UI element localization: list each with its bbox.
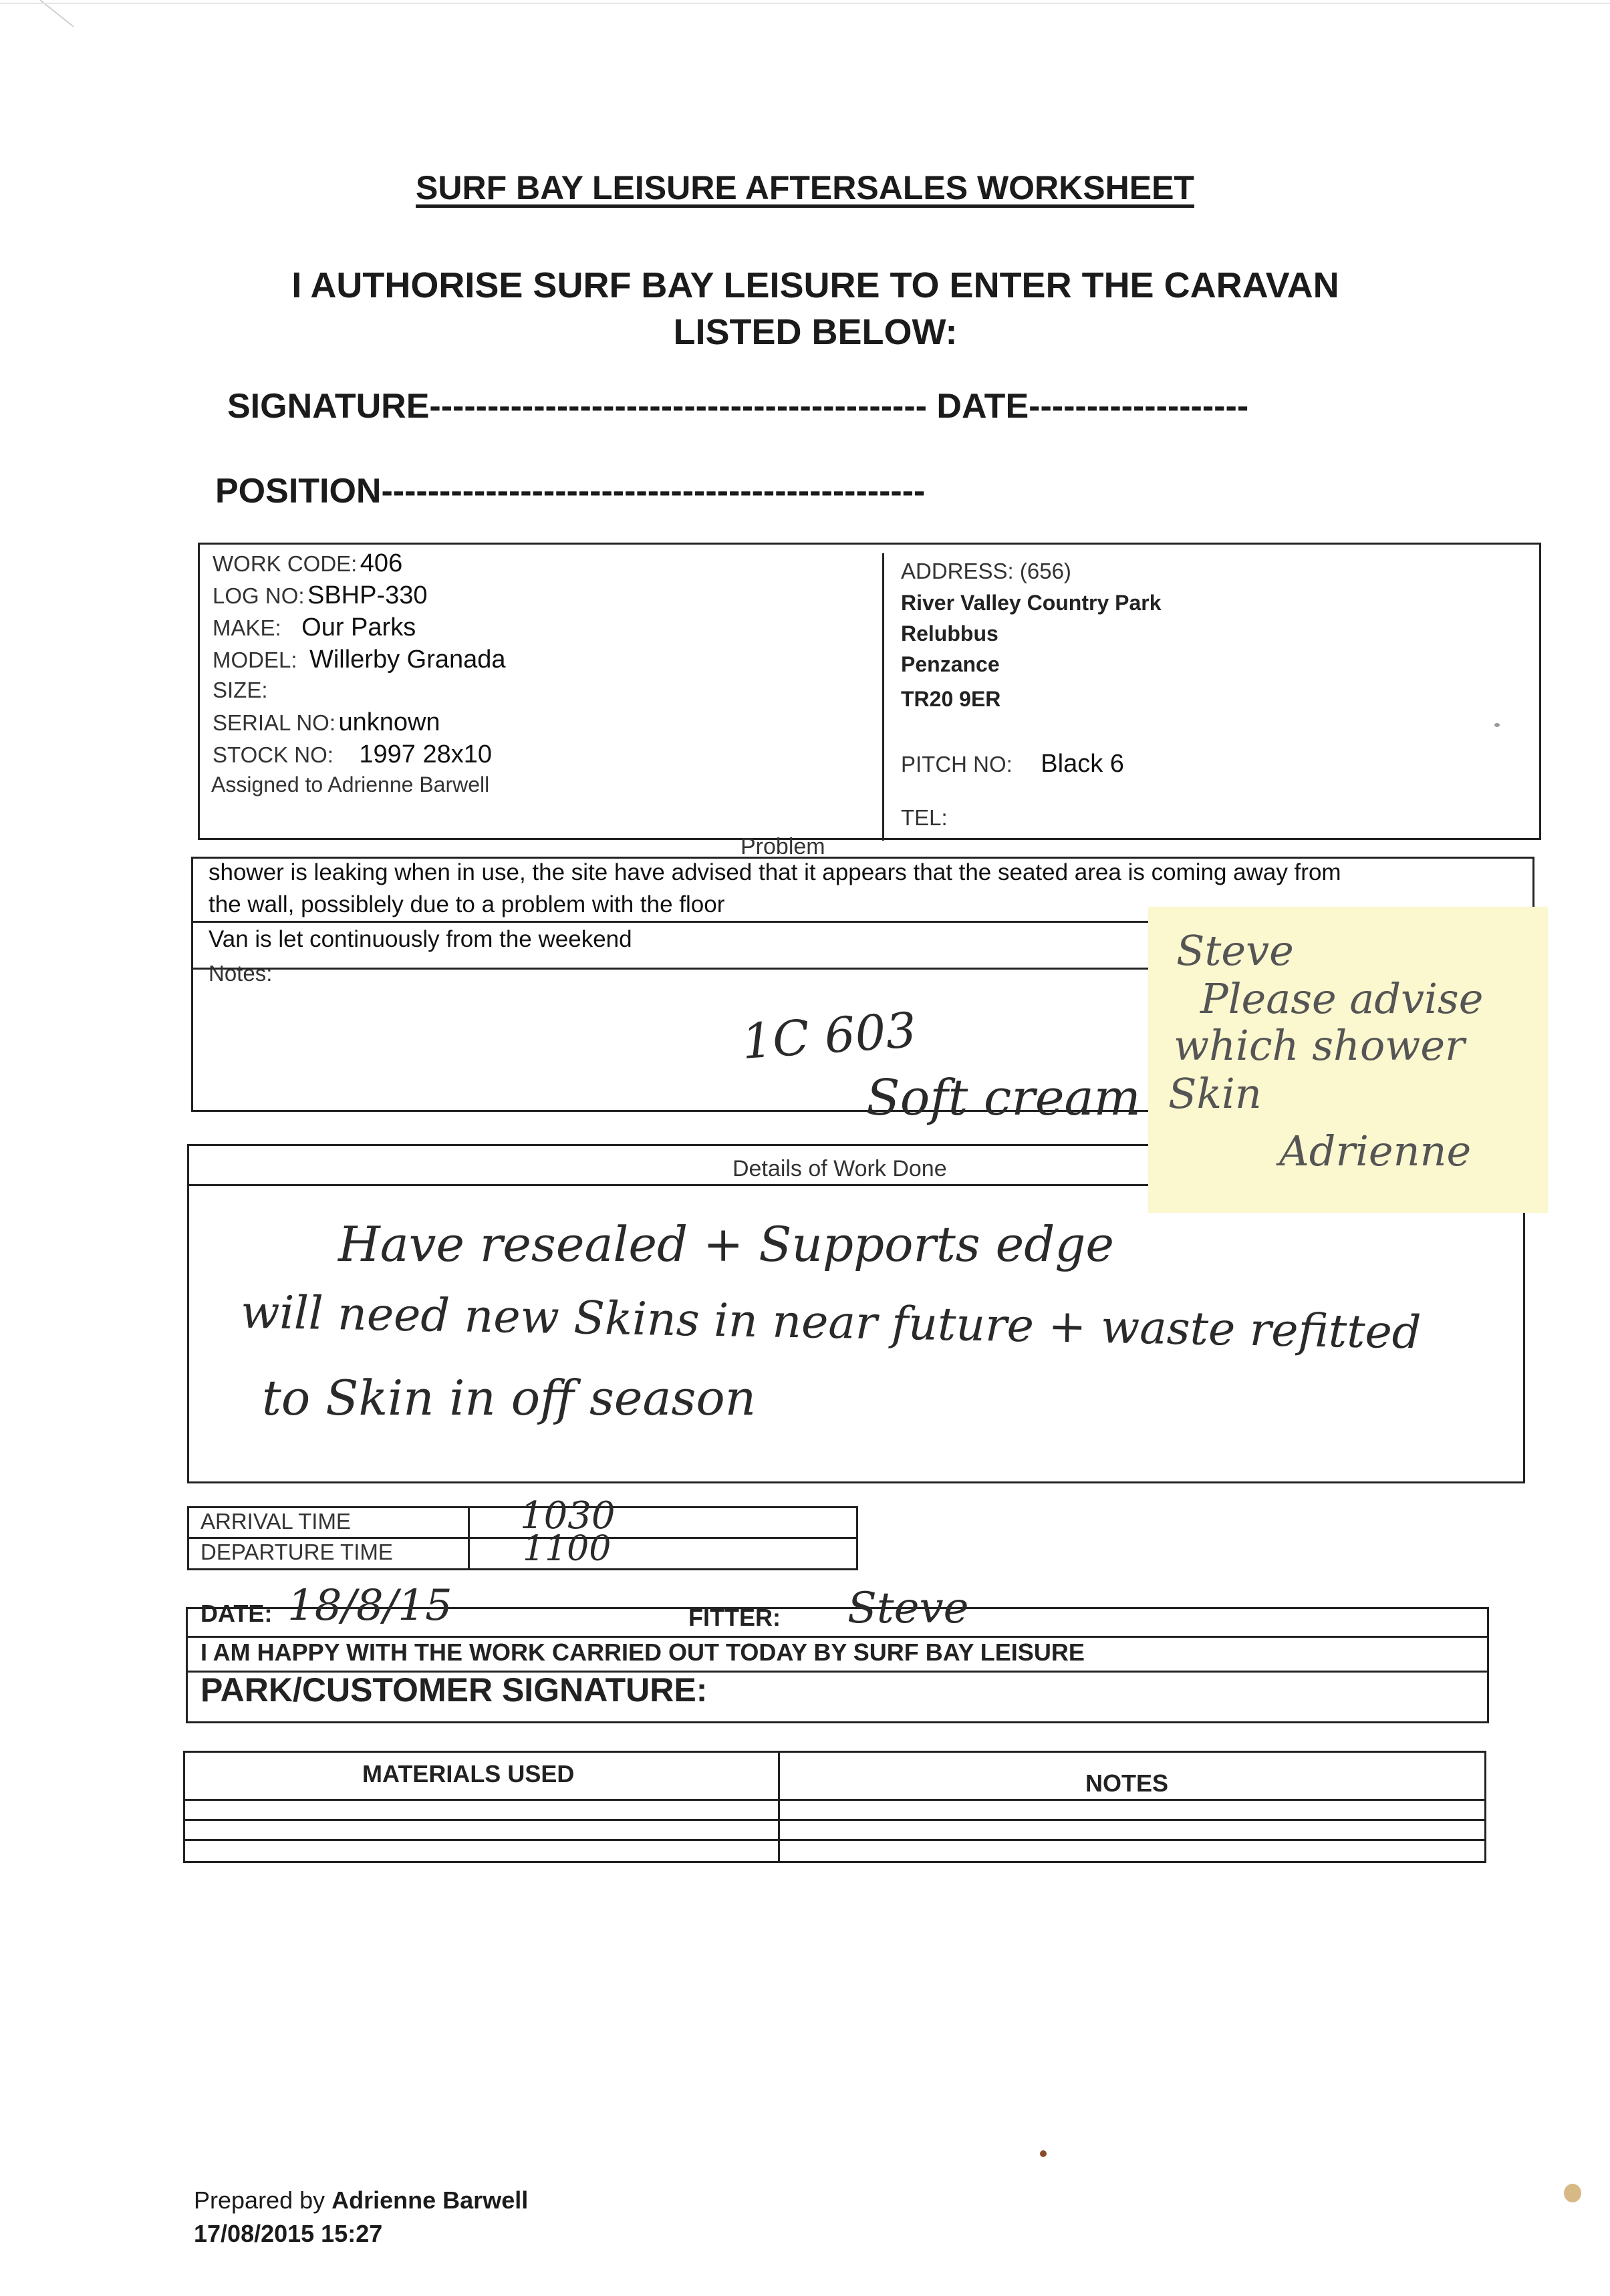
work-done-line-1: Have resealed + Supports edge <box>338 1216 1115 1272</box>
authorise-statement <box>221 262 1410 355</box>
handwritten-note-colour: Soft cream <box>866 1069 1141 1127</box>
materials-used-header: MATERIALS USED <box>362 1760 575 1787</box>
sticky-note-line-1: Steve <box>1176 926 1294 975</box>
sticky-note-line-4: Skin <box>1168 1069 1262 1118</box>
size-label: SIZE: <box>213 678 268 702</box>
signature-date-line: SIGNATURE------------------------------------------- DATE------------------- <box>227 387 1249 426</box>
serial-label: SERIAL NO: <box>213 710 336 735</box>
work-done-line-3: to Skin in off season <box>262 1370 757 1426</box>
departure-time-label: DEPARTURE TIME <box>200 1540 393 1564</box>
authorise-line-1: I AUTHORISE SURF BAY LEISURE TO ENTER THE CARAVAN <box>291 265 1339 305</box>
stain-mark <box>1494 723 1500 727</box>
stock-label: STOCK NO: <box>213 742 333 767</box>
assigned-to: Assigned to Adrienne Barwell <box>211 772 490 797</box>
details-divider <box>882 553 884 841</box>
work-approval-statement: I AM HAPPY WITH THE WORK CARRIED OUT TODAY BY SURF BAY LEISURE <box>200 1638 1085 1666</box>
serial-row <box>213 708 440 737</box>
worksheet-title: SURF BAY LEISURE AFTERSALES WORKSHEET <box>416 169 1194 206</box>
fitter-label: FITTER: <box>688 1604 781 1631</box>
prepared-datetime: 17/08/2015 15:27 <box>194 2220 383 2247</box>
work-done-heading: Details of Work Done <box>732 1156 947 1181</box>
work-code-value: 406 <box>360 549 403 577</box>
problem-description-line-3: Van is let continuously from the weekend <box>209 926 632 952</box>
prepared-by-label: Prepared by <box>194 2186 325 2214</box>
work-done-line-2: will need new Skins in near future + waste refitted <box>240 1286 1422 1360</box>
model-value: Willerby Granada <box>309 645 506 674</box>
date-value: 18/8/15 <box>287 1581 452 1630</box>
materials-rule-1 <box>183 1799 1486 1801</box>
materials-rule-3 <box>183 1839 1486 1841</box>
position-line: POSITION----------------------------------------------- <box>215 472 926 511</box>
model-row <box>213 645 506 674</box>
make-label: MAKE: <box>213 615 281 640</box>
prepared-by-name: Adrienne Barwell <box>331 2186 529 2214</box>
pitch-label: PITCH NO: <box>901 752 1013 776</box>
problem-heading: Problem <box>741 834 825 859</box>
work-code-row <box>213 549 402 578</box>
log-no-label: LOG NO: <box>213 583 305 608</box>
pitch-value: Black 6 <box>1041 750 1124 778</box>
signoff-rule-1 <box>186 1636 1489 1638</box>
notes-header: NOTES <box>1085 1769 1169 1797</box>
sticky-note-line-3: which shower <box>1174 1021 1465 1070</box>
model-label: MODEL: <box>213 648 297 672</box>
log-no-value: SBHP-330 <box>307 581 428 609</box>
top-edge-line <box>0 3 1610 4</box>
materials-table-divider <box>778 1751 780 1863</box>
arrival-time-value: 1030 <box>520 1494 616 1538</box>
prepared-by <box>194 2186 528 2214</box>
times-table-divider <box>468 1506 470 1570</box>
address-line-1: River Valley Country Park <box>901 591 1162 615</box>
stock-row <box>213 740 492 769</box>
stain-mark <box>1564 2184 1581 2202</box>
sticky-note-line-5: Adrienne <box>1279 1127 1472 1175</box>
make-value: Our Parks <box>301 613 416 641</box>
address-line-2: Relubbus <box>901 621 998 645</box>
customer-signature-label: PARK/CUSTOMER SIGNATURE: <box>200 1671 708 1709</box>
notes-label: Notes: <box>209 961 273 986</box>
departure-time-value: 1100 <box>523 1529 612 1569</box>
problem-description-line-1: shower is leaking when in use, the site have advised that it appears that the seated area is coming away from <box>209 859 1341 885</box>
materials-rule-2 <box>183 1819 1486 1821</box>
tel-label: TEL: <box>901 805 948 830</box>
problem-rule-2 <box>191 968 1167 970</box>
address-line-3: Penzance <box>901 652 1000 676</box>
authorise-line-2: LISTED BELOW: <box>673 312 958 352</box>
stain-mark <box>1040 2150 1047 2157</box>
problem-description-line-2: the wall, possiblely due to a problem with the floor <box>209 891 725 917</box>
page-crease <box>0 0 94 40</box>
problem-rule-1 <box>191 921 1167 923</box>
stock-value: 1997 28x10 <box>359 740 493 768</box>
sticky-note-line-2: Please advise <box>1200 974 1484 1023</box>
address-label: ADDRESS: (656) <box>901 559 1071 583</box>
arrival-time-label: ARRIVAL TIME <box>200 1509 351 1534</box>
pitch-row <box>901 750 1124 778</box>
work-code-label: WORK CODE: <box>213 551 358 576</box>
serial-value: unknown <box>338 708 440 736</box>
address-line-4: TR20 9ER <box>901 687 1001 711</box>
sticky-note <box>1148 907 1548 1213</box>
date-label: DATE: <box>200 1600 273 1627</box>
make-row <box>213 613 416 642</box>
fitter-signature: Steve <box>847 1584 969 1633</box>
handwritten-note-code: 1C 603 <box>740 1001 918 1070</box>
log-no-row <box>213 581 428 610</box>
